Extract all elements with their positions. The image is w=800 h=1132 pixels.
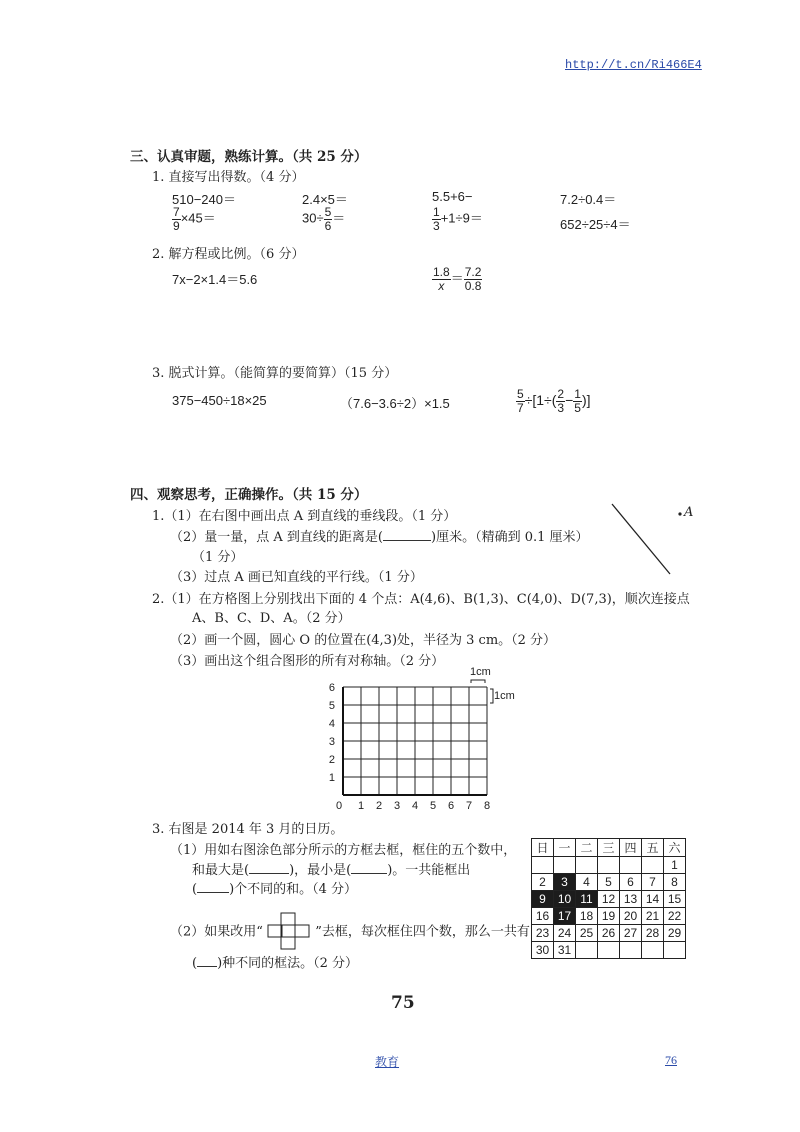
calendar-day: 2	[532, 874, 554, 891]
calendar-day	[620, 942, 642, 959]
calendar-weekday: 六	[664, 839, 686, 857]
calc-1c: 5.5+6−	[432, 189, 473, 204]
calc-2a: $\frac{7}{9}$ ×45＝	[173, 205, 216, 233]
calendar-weekday: 一	[554, 839, 576, 857]
calendar-day	[554, 857, 576, 874]
expr-1: 375−450÷18×25	[172, 393, 267, 408]
calendar-weekday: 四	[620, 839, 642, 857]
scale-label-top: 1cm	[470, 666, 491, 678]
calendar-day: 20	[620, 908, 642, 925]
x-tick-labels	[336, 800, 490, 812]
given-line	[612, 504, 670, 574]
s4-q1-3: （3）过点 A 画已知直线的平行线。（1 分）	[170, 570, 423, 585]
s4-q3-p1c: ( )个不同的和。（4 分）	[192, 882, 358, 897]
calendar-day: 26	[598, 925, 620, 942]
s4-q2-1b: A、B、C、D、A。（2 分）	[192, 611, 351, 626]
calendar-weekday: 三	[598, 839, 620, 857]
x-tick: 0	[335, 800, 343, 812]
calendar-header-row	[532, 839, 686, 857]
x-tick: 6	[447, 800, 455, 812]
q3-label: 3. 脱式计算。（能简算的要简算）（15 分）	[152, 366, 398, 381]
calendar-day	[664, 942, 686, 959]
calendar-day: 17	[554, 908, 576, 925]
scale-label-side: 1cm	[494, 690, 515, 702]
scale-bracket-top	[471, 680, 485, 683]
calendar-day: 7	[642, 874, 664, 891]
calendar-day: 15	[664, 891, 686, 908]
footer-right-link[interactable]: 76	[665, 1053, 677, 1067]
s4-q3-intro: 3. 右图是 2014 年 3 月的日历。	[152, 822, 344, 837]
x-tick: 1	[357, 800, 365, 812]
x-tick: 8	[483, 800, 491, 812]
t-shape-frame-icon	[267, 912, 311, 952]
header-link[interactable]: http://t.cn/Ri466E4	[565, 58, 702, 72]
s4-q3-p1a: （1）用如右图涂色部分所示的方框去框，框住的五个数中，	[170, 843, 517, 858]
calendar-day: 8	[664, 874, 686, 891]
calendar-day: 19	[598, 908, 620, 925]
x-tick: 2	[375, 800, 383, 812]
calendar-week-row	[532, 874, 686, 891]
y-tick: 5	[328, 700, 335, 712]
proportion: $\frac{1.8}{x}$ ＝ $\frac{7.2}{0.8}$	[433, 265, 482, 293]
calendar-day: 30	[532, 942, 554, 959]
calendar-day: 5	[598, 874, 620, 891]
s4-q1-2b: （1 分）	[192, 550, 244, 565]
s4-q2-3: （3）画出这个组合图形的所有对称轴。（2 分）	[170, 654, 445, 669]
y-tick-labels	[329, 682, 335, 784]
calendar-day: 25	[576, 925, 598, 942]
calendar-week-row	[532, 857, 686, 874]
x-tick: 7	[465, 800, 473, 812]
s4-q3-p1b: 和最大是( )，最小是( )。一共能框出	[192, 863, 471, 878]
s4-q3-p2: （2）如果改用“ ”去框，每次框住四个数，那么一共有	[170, 912, 530, 952]
calendar-day	[642, 857, 664, 874]
calendar-day: 9	[532, 891, 554, 908]
expr-2: （7.6−3.6÷2）×1.5	[340, 396, 450, 411]
calendar-weekday: 二	[576, 839, 598, 857]
calc-2d: 652÷25÷4＝	[560, 217, 631, 232]
footer-left-link[interactable]: 教育	[375, 1055, 400, 1069]
calendar-day: 18	[576, 908, 598, 925]
calendar-day: 22	[664, 908, 686, 925]
coordinate-grid[interactable]	[325, 675, 505, 815]
calendar-day: 16	[532, 908, 554, 925]
y-tick: 6	[328, 682, 335, 694]
calendar-day: 27	[620, 925, 642, 942]
calendar-day	[598, 857, 620, 874]
x-tick: 4	[411, 800, 419, 812]
calendar-week-row	[532, 891, 686, 908]
calc-1a: 510−240＝	[172, 192, 236, 207]
section-4-title: 四、观察思考，正确操作。（共 15 分）	[130, 487, 368, 503]
s4-q3-p2c: ( )种不同的框法。（2 分）	[192, 956, 359, 971]
s4-q1-1: 1.（1）在右图中画出点 A 到直线的垂线段。（1 分）	[152, 509, 457, 524]
calendar-day: 10	[554, 891, 576, 908]
calendar-day: 1	[664, 857, 686, 874]
calendar-day: 11	[576, 891, 598, 908]
calc-2b: 30÷ $\frac{5}{6}$ ＝	[302, 205, 346, 233]
scale-bracket-side	[490, 689, 493, 703]
page-number: 75	[391, 993, 415, 1013]
calendar-day: 3	[554, 874, 576, 891]
s4-q1-2: （2）量一量，点 A 到直线的距离是( )厘米。（精确到 0.1 厘米）	[170, 530, 589, 545]
calc-1b: 2.4×5＝	[302, 192, 348, 207]
calendar-day: 6	[620, 874, 642, 891]
calendar-day	[642, 942, 664, 959]
q1-label: 1. 直接写出得数。（4 分）	[152, 170, 305, 185]
y-tick: 4	[328, 718, 335, 730]
calendar-table	[531, 838, 686, 959]
calendar-day: 31	[554, 942, 576, 959]
calendar-day: 14	[642, 891, 664, 908]
point-a-label: A	[684, 505, 694, 520]
calendar-day: 23	[532, 925, 554, 942]
x-tick: 3	[393, 800, 401, 812]
calendar-day: 12	[598, 891, 620, 908]
calendar-week-row	[532, 942, 686, 959]
s4-q2-2: （2）画一个圆，圆心 O 的位置在(4,3)处，半径为 3 cm。（2 分）	[170, 633, 557, 648]
y-tick: 3	[328, 736, 335, 748]
calendar-day	[598, 942, 620, 959]
y-tick: 2	[328, 754, 335, 766]
calc-1d: 7.2÷0.4＝	[560, 192, 617, 207]
y-tick: 1	[328, 772, 335, 784]
point-a	[678, 512, 681, 515]
calendar-day	[576, 942, 598, 959]
calendar-day	[532, 857, 554, 874]
calendar-weekday: 五	[642, 839, 664, 857]
q2-label: 2. 解方程或比例。（6 分）	[152, 247, 305, 262]
equation-1: 7x−2×1.4＝5.6	[172, 272, 258, 287]
calendar-day: 28	[642, 925, 664, 942]
calendar-day: 24	[554, 925, 576, 942]
calendar-day: 13	[620, 891, 642, 908]
calendar-day	[576, 857, 598, 874]
calendar-day: 29	[664, 925, 686, 942]
expr-3: $\frac{5}{7}$ ÷[1÷( $\frac{2}{3}$ − $\frac{1}{5}$ )]	[517, 387, 591, 415]
calendar-day: 4	[576, 874, 598, 891]
s4-q2-1: 2.（1）在方格图上分别找出下面的 4 个点：A(4,6)、B(1,3)、C(4,0)、D(7,3)，顺次连接点	[152, 592, 690, 607]
calendar-day	[620, 857, 642, 874]
calendar-day: 21	[642, 908, 664, 925]
grid-lines	[343, 687, 487, 795]
section-3-title: 三、认真审题，熟练计算。（共 25 分）	[130, 149, 368, 165]
calendar-week-row	[532, 908, 686, 925]
calc-2c: $\frac{1}{3}$ +1÷9＝	[433, 205, 483, 233]
calendar-weekday: 日	[532, 839, 554, 857]
x-tick: 5	[429, 800, 437, 812]
calendar-week-row	[532, 925, 686, 942]
